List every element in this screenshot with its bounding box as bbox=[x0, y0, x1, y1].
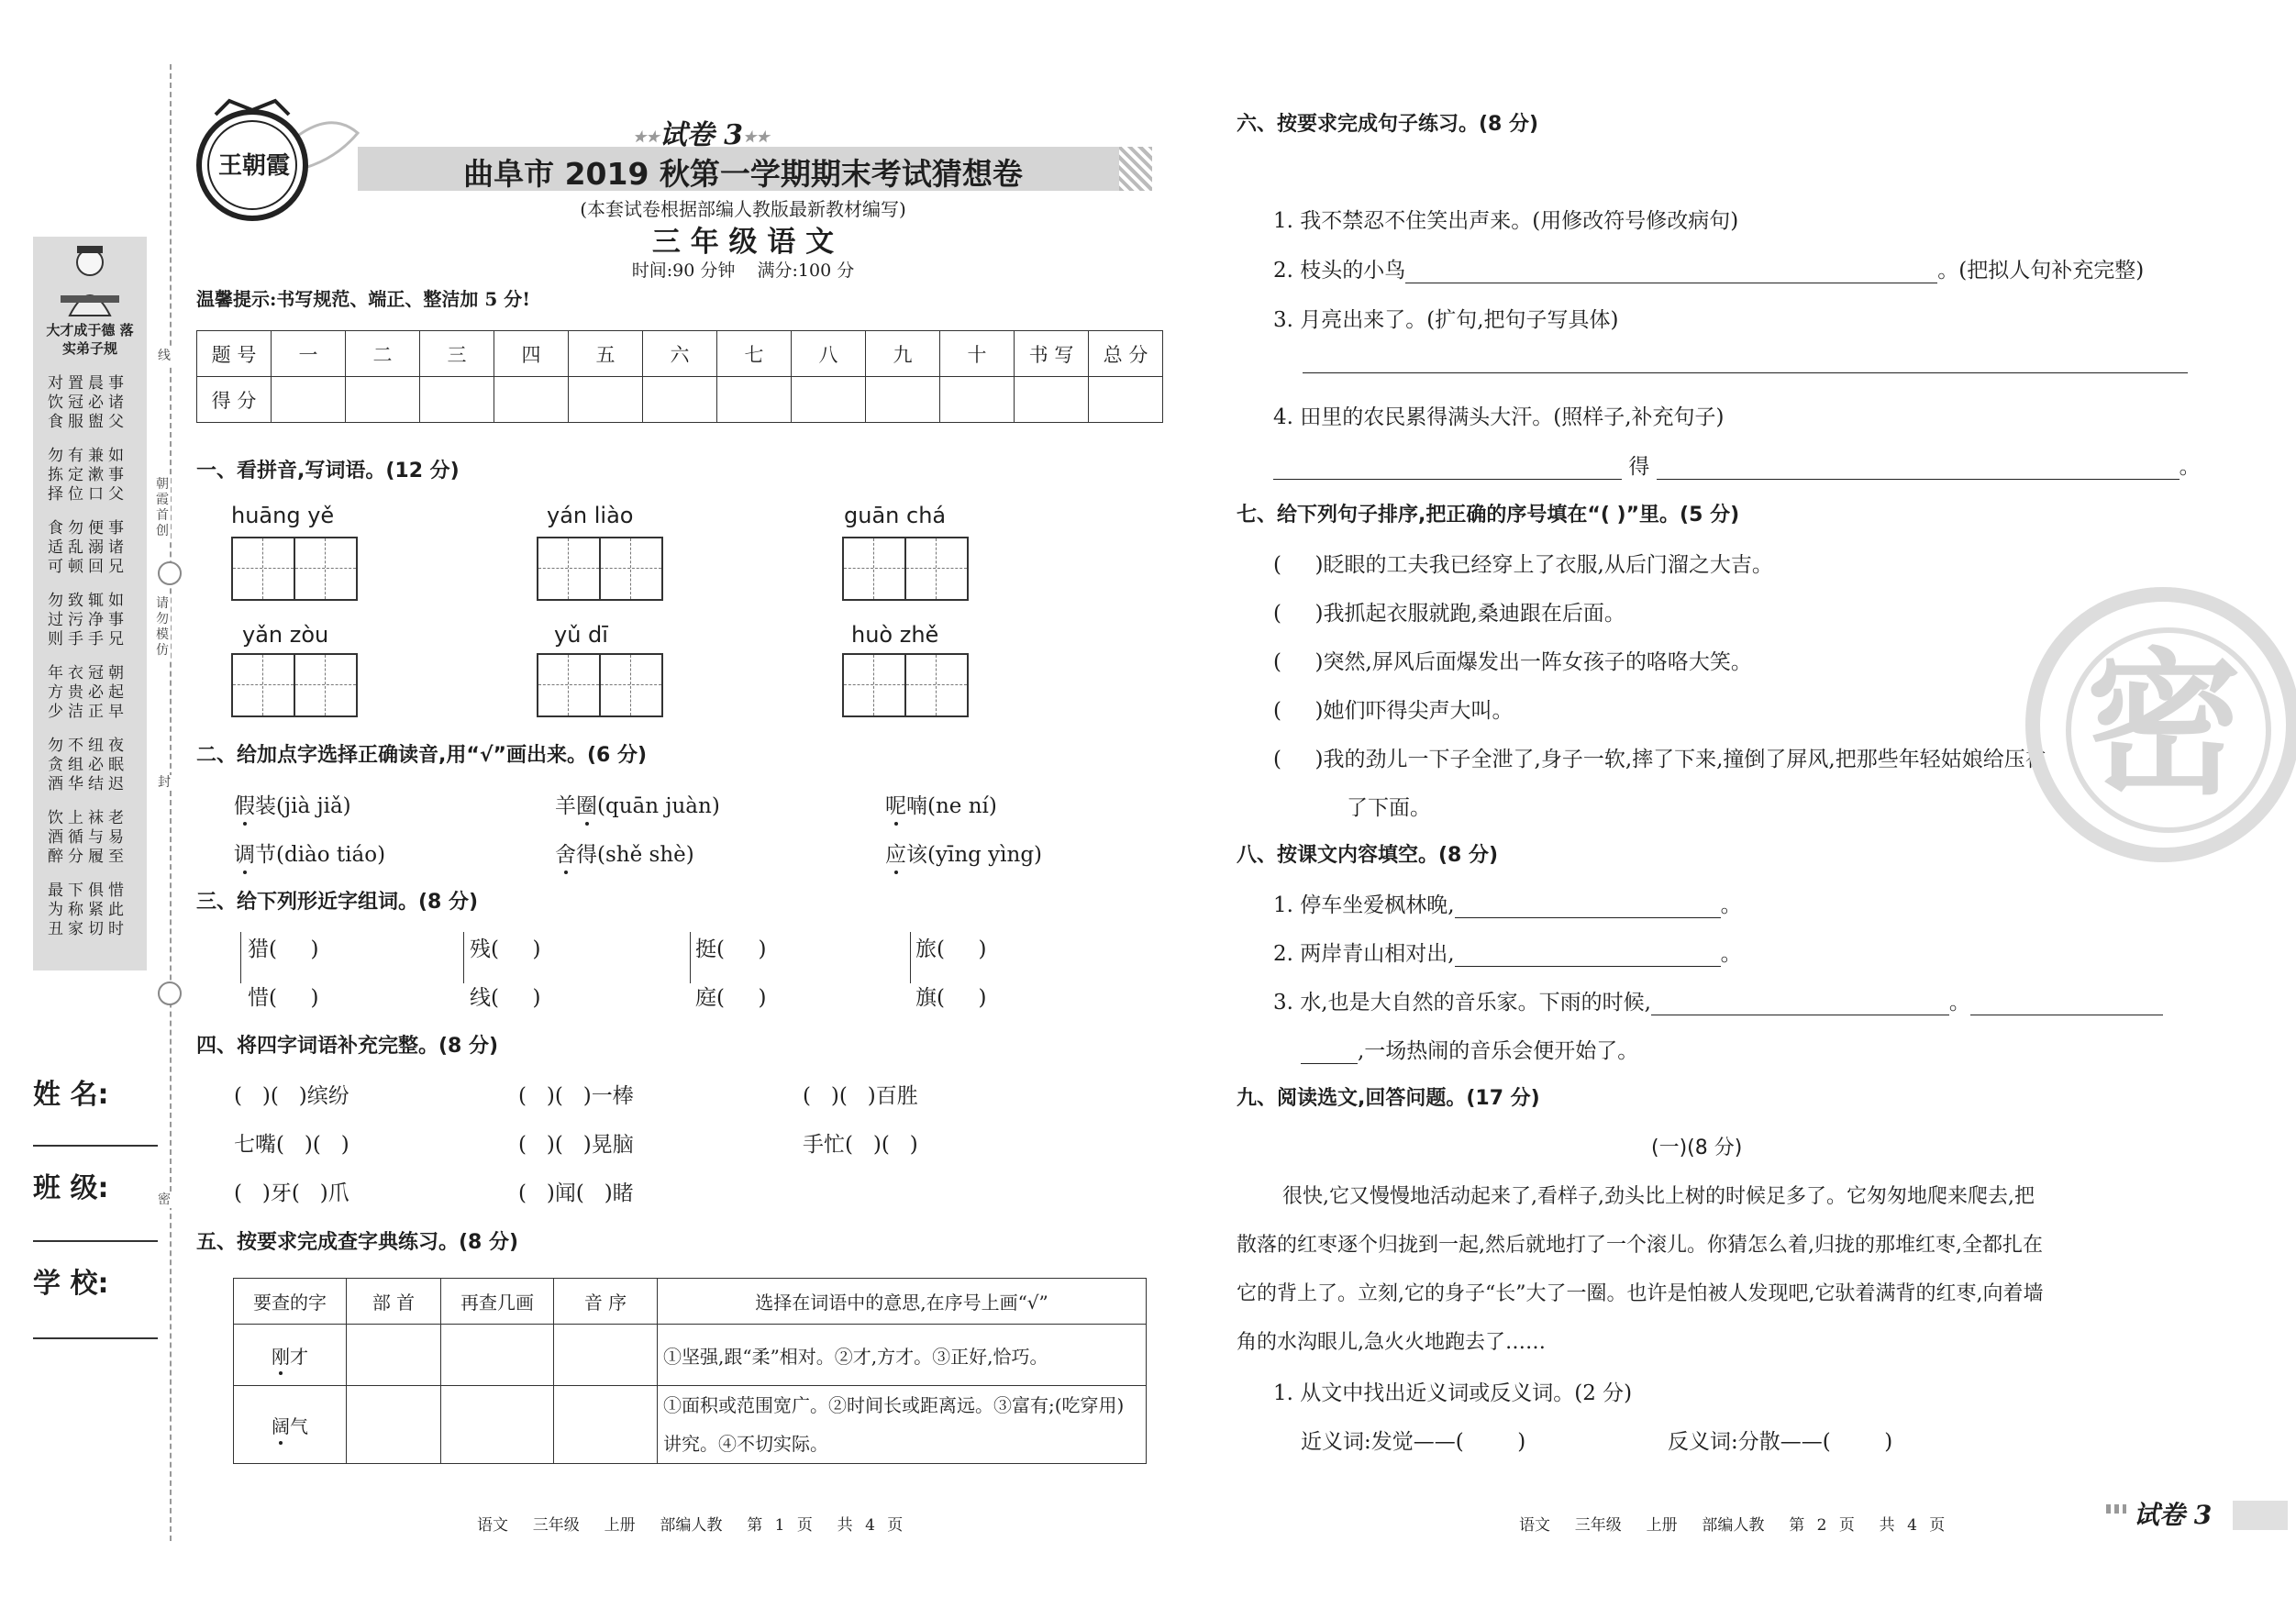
verse-line: 贪组必眠 bbox=[48, 756, 128, 774]
ordering-item[interactable]: ( )她们吓得尖声大叫。 bbox=[1273, 699, 1514, 723]
time-info: 时间:90 分钟 满分:100 分 bbox=[631, 261, 855, 281]
sentence-answer-row: 得 。 bbox=[1273, 449, 2201, 480]
secret-seal-icon bbox=[2025, 587, 2296, 862]
page-title: 曲阜市 2019 秋第一学期期末考试猜想卷 bbox=[463, 156, 1023, 192]
bracket-bar bbox=[910, 932, 911, 983]
verse-line: 可顿回兄 bbox=[48, 558, 128, 576]
dict-col-header: 再查几画 bbox=[441, 1279, 554, 1325]
star-icon: ★★ bbox=[633, 128, 660, 146]
fold-label-line: 线 bbox=[154, 349, 174, 364]
section5-heading: 五、按要求完成查字典练习。(8 分) bbox=[196, 1231, 519, 1254]
score-col-label: 题 号 bbox=[197, 331, 272, 377]
grid-cell[interactable] bbox=[538, 538, 599, 599]
section3-heading: 三、给下列形近字组词。(8 分) bbox=[196, 891, 479, 914]
passage-line: 角的水沟眼儿,急火火地跑去了…… bbox=[1237, 1331, 1546, 1354]
pinyin-label: huāng yě bbox=[231, 503, 335, 528]
score-cell[interactable] bbox=[1089, 377, 1163, 423]
dotted-char: 调 bbox=[234, 843, 255, 867]
ordering-item[interactable]: ( )突然,屏风后面爆发出一阵女孩子的咯咯大笑。 bbox=[1273, 650, 1752, 674]
grid-cell[interactable] bbox=[599, 538, 661, 599]
dotted-char: 舍 bbox=[555, 843, 576, 867]
score-cell[interactable] bbox=[569, 377, 643, 423]
pinyin-label: guān chá bbox=[844, 503, 947, 528]
dictionary-table bbox=[233, 1278, 1147, 1464]
writing-grid[interactable] bbox=[231, 653, 358, 717]
score-col: 一 bbox=[272, 331, 346, 377]
score-cell[interactable] bbox=[494, 377, 569, 423]
pronunciation-item[interactable]: 调节(diào tiáo) bbox=[234, 843, 386, 867]
writing-grid[interactable] bbox=[537, 537, 663, 601]
grid-cell[interactable] bbox=[904, 655, 967, 715]
verse-line: 适乱溺诸 bbox=[48, 538, 128, 557]
sentence-question: 1. 我不禁忍不住笑出声来。(用修改符号修改病句) bbox=[1273, 209, 1739, 233]
verse-line: 酒华结迟 bbox=[48, 775, 128, 793]
dict-answer-cell[interactable] bbox=[347, 1325, 441, 1386]
dict-meaning[interactable]: ①面积或范围宽广。②时间长或距离远。③富有;(吃穿用)讲究。④不切实际。 bbox=[658, 1386, 1147, 1464]
similar-char-item[interactable]: 残( ) bbox=[470, 937, 541, 961]
answer-line[interactable] bbox=[1303, 372, 2188, 373]
score-cell[interactable] bbox=[792, 377, 866, 423]
verse-line: 勿致辄如 bbox=[48, 592, 128, 610]
score-cell[interactable] bbox=[643, 377, 717, 423]
idiom-item[interactable]: 手忙( )( ) bbox=[803, 1133, 918, 1157]
verse-line: 食勿便事 bbox=[48, 519, 128, 538]
reading-sub-heading: (一)(8 分) bbox=[1651, 1137, 1743, 1159]
logo-text: 王朝霞 bbox=[218, 152, 291, 180]
similar-char-item[interactable]: 旅( ) bbox=[915, 937, 987, 961]
verse-line: 拣定漱事 bbox=[48, 466, 128, 484]
scholar-figure-icon bbox=[53, 242, 127, 317]
section6-heading: 六、按要求完成句子练习。(8 分) bbox=[1237, 113, 1539, 136]
answer-blank[interactable] bbox=[1301, 1043, 1358, 1064]
school-label: 学 校: bbox=[33, 1268, 109, 1300]
tip-text: 温馨提示:书写规范、端正、整洁加 5 分! bbox=[196, 288, 531, 310]
idiom-item[interactable]: ( )牙( )爪 bbox=[234, 1181, 349, 1205]
fold-label-secret: 密 bbox=[154, 1192, 174, 1208]
section9-heading: 九、阅读选文,回答问题。(17 分) bbox=[1237, 1087, 1540, 1110]
passage-line: 散落的红枣逐个归拢到一起,然后就地打了一个滚儿。你猜怎么着,归拢的那堆红枣,全都扎在 bbox=[1237, 1234, 2043, 1257]
bracket-bar bbox=[240, 932, 241, 983]
dict-row bbox=[234, 1325, 1147, 1386]
passage-line: 很快,它又慢慢地活动起来了,看样子,劲头比上树的时候足多了。它匆匆地爬来爬去,把 bbox=[1282, 1185, 2035, 1208]
score-col: 书 写 bbox=[1015, 331, 1089, 377]
verse-line: 方贵必起 bbox=[48, 683, 128, 702]
star-icon: ★★ bbox=[743, 128, 770, 146]
dict-col-header: 部 首 bbox=[347, 1279, 441, 1325]
verse-line: 少洁正早 bbox=[48, 703, 128, 721]
page-footer-right: 语文 三年级 上册 部编人教 第 2 页 共 4 页 bbox=[1519, 1516, 1946, 1535]
verse-line: 勿有兼如 bbox=[48, 447, 128, 465]
similar-char-item[interactable]: 旗( ) bbox=[915, 986, 987, 1010]
answer-blank[interactable] bbox=[1273, 459, 1622, 480]
name-field[interactable] bbox=[33, 1145, 158, 1147]
verse-line: 酒循与易 bbox=[48, 828, 128, 847]
verse-line: 对置晨事 bbox=[48, 374, 128, 393]
answer-blank[interactable] bbox=[1455, 897, 1721, 918]
pronunciation-item[interactable]: 羊圈(quān juàn) bbox=[555, 794, 720, 818]
dict-answer-cell[interactable] bbox=[554, 1386, 658, 1464]
section1-heading: 一、看拼音,写词语。(12 分) bbox=[196, 460, 460, 482]
dict-meaning[interactable]: ①坚强,跟“柔”相对。②才,方才。③正好,恰巧。 bbox=[658, 1325, 1147, 1386]
grid-cell[interactable] bbox=[904, 538, 967, 599]
grid-cell[interactable] bbox=[233, 538, 294, 599]
similar-char-item[interactable]: 庭( ) bbox=[695, 986, 767, 1010]
idiom-item[interactable]: 七嘴( )( ) bbox=[234, 1133, 349, 1157]
verse-line: 为称紧此 bbox=[48, 901, 128, 919]
pronunciation-item[interactable]: 呢喃(ne ní) bbox=[885, 794, 997, 818]
fold-label-seal: 封 bbox=[154, 775, 174, 791]
pinyin-label: yán liào bbox=[547, 503, 634, 528]
pinyin-label: yǔ dī bbox=[554, 622, 608, 648]
name-label: 姓 名: bbox=[33, 1079, 109, 1111]
score-row bbox=[197, 377, 1163, 423]
score-col: 九 bbox=[866, 331, 940, 377]
passage-line: 它的背上了。立刻,它的身子“长”大了一圈。也许是怕被人发现吧,它驮着满背的红枣,向着墙 bbox=[1237, 1282, 2044, 1305]
fill-question-tail: ,一场热闹的音乐会便开始了。 bbox=[1301, 1034, 1638, 1064]
pinyin-label: yǎn zòu bbox=[242, 622, 329, 648]
idiom-item[interactable]: ( )( )一棒 bbox=[518, 1084, 634, 1108]
sentence-question: 2. 枝头的小鸟 。(把拟人句补充完整) bbox=[1273, 259, 2145, 283]
section7-heading: 七、给下列句子排序,把正确的序号填在“( )”里。(5 分) bbox=[1237, 504, 1740, 527]
score-col: 五 bbox=[569, 331, 643, 377]
page-footer-left: 语文 三年级 上册 部编人教 第 1 页 共 4 页 bbox=[477, 1516, 904, 1535]
score-header-row bbox=[197, 331, 1163, 377]
score-col: 三 bbox=[420, 331, 494, 377]
verse-line: 饮冠必诸 bbox=[48, 394, 128, 412]
dict-col-header: 要查的字 bbox=[234, 1279, 347, 1325]
score-col: 七 bbox=[717, 331, 792, 377]
dict-answer-cell[interactable] bbox=[441, 1325, 554, 1386]
dict-answer-cell[interactable] bbox=[554, 1325, 658, 1386]
idiom-item[interactable]: ( )( )百胜 bbox=[803, 1084, 918, 1108]
ordering-item[interactable]: ( )眨眼的工夫我已经穿上了衣服,从后门溜之大吉。 bbox=[1273, 553, 1773, 577]
score-cell[interactable] bbox=[272, 377, 346, 423]
score-col: 二 bbox=[346, 331, 420, 377]
paper-badge: 试卷 3 bbox=[2134, 1500, 2213, 1530]
verse-line: 勿不纽夜 bbox=[48, 737, 128, 755]
fill-question: 1. 停车坐爱枫林晚, 。 bbox=[1273, 893, 1742, 917]
reading-question: 1. 从文中找出近义词或反义词。(2 分) bbox=[1273, 1381, 1633, 1405]
score-col: 八 bbox=[792, 331, 866, 377]
badge-tab bbox=[2233, 1501, 2288, 1530]
grid-cell[interactable] bbox=[538, 655, 599, 715]
grid-cell[interactable] bbox=[233, 655, 294, 715]
score-cell[interactable] bbox=[940, 377, 1015, 423]
similar-char-item[interactable]: 惜( ) bbox=[248, 986, 319, 1010]
score-col: 四 bbox=[494, 331, 569, 377]
score-col: 总 分 bbox=[1089, 331, 1163, 377]
verse-line: 则手手兄 bbox=[48, 630, 128, 649]
idiom-item[interactable]: ( )闻( )睹 bbox=[518, 1181, 634, 1205]
bracket-bar bbox=[690, 932, 691, 983]
similar-char-item[interactable]: 猎( ) bbox=[248, 937, 319, 961]
paper-tag-label: 试卷 3 bbox=[659, 119, 744, 151]
grid-cell[interactable] bbox=[294, 655, 356, 715]
section2-heading: 二、给加点字选择正确读音,用“√”画出来。(6 分) bbox=[196, 744, 648, 767]
similar-char-item[interactable]: 线( ) bbox=[470, 986, 541, 1010]
dict-answer-cell[interactable] bbox=[347, 1386, 441, 1464]
ordering-continuation: 了下面。 bbox=[1347, 796, 1431, 820]
section8-heading: 八、按课文内容填空。(8 分) bbox=[1237, 844, 1499, 867]
seal-character: 密 bbox=[2085, 635, 2242, 816]
subtitle: (本套试卷根据部编人教版最新教材编写) bbox=[580, 198, 906, 220]
writing-grid[interactable] bbox=[537, 653, 663, 717]
score-row-label: 得 分 bbox=[197, 377, 272, 423]
sidebar-verse-columns bbox=[48, 374, 136, 948]
verse-line: 食服盥父 bbox=[48, 413, 128, 431]
dict-row bbox=[234, 1386, 1147, 1464]
answer-blank[interactable] bbox=[1970, 994, 2163, 1015]
dict-col-header: 选择在词语中的意思,在序号上画“√” bbox=[658, 1279, 1147, 1325]
score-cell[interactable] bbox=[866, 377, 940, 423]
score-col: 六 bbox=[643, 331, 717, 377]
class-field[interactable] bbox=[33, 1240, 158, 1242]
writing-grid[interactable] bbox=[231, 537, 358, 601]
dotted-char: 呢 bbox=[885, 794, 906, 818]
fold-line bbox=[170, 64, 172, 1541]
score-cell[interactable] bbox=[346, 377, 420, 423]
sidebar-motto-panel bbox=[33, 237, 147, 970]
ordering-item[interactable]: ( )我抓起衣服就跑,桑迪跟在后面。 bbox=[1273, 602, 1625, 626]
dotted-char: 假 bbox=[234, 794, 255, 818]
pinyin-label: huò zhě bbox=[851, 622, 939, 648]
binding-hole-icon bbox=[158, 981, 182, 1005]
section4-heading: 四、将四字词语补充完整。(8 分) bbox=[196, 1035, 499, 1058]
writing-grid[interactable] bbox=[842, 537, 969, 601]
school-field[interactable] bbox=[33, 1337, 158, 1339]
answer-blank[interactable] bbox=[1651, 994, 1949, 1015]
idiom-item[interactable]: ( )( )缤纷 bbox=[234, 1084, 349, 1108]
verse-line: 丑家切时 bbox=[48, 920, 128, 938]
dict-word: 阔气 bbox=[234, 1386, 347, 1464]
writing-grid[interactable] bbox=[842, 653, 969, 717]
dict-answer-cell[interactable] bbox=[441, 1386, 554, 1464]
pronunciation-item[interactable]: 假装(jià jiǎ) bbox=[234, 794, 351, 818]
ordering-item[interactable]: ( )我的劲儿一下子全泄了,身子一软,摔了下来,撞倒了屏风,把那些年轻姑娘给压在 bbox=[1273, 748, 2046, 771]
grid-cell[interactable] bbox=[294, 538, 356, 599]
grid-cell[interactable] bbox=[844, 655, 904, 715]
score-col: 十 bbox=[940, 331, 1015, 377]
fold-label-warning: 请勿模仿 bbox=[156, 596, 169, 658]
subject-title: 三 年 级 语 文 bbox=[651, 226, 835, 259]
answer-blank[interactable] bbox=[1657, 459, 2180, 480]
class-label: 班 级: bbox=[33, 1172, 109, 1204]
sentence-question: 3. 月亮出来了。(扩句,把句子写具体) bbox=[1273, 308, 1619, 332]
pronunciation-item[interactable]: 应该(yīng yìng) bbox=[885, 843, 1043, 867]
sentence-question: 4. 田里的农民累得满头大汗。(照样子,补充句子) bbox=[1273, 405, 1725, 429]
verse-line: 醉分履至 bbox=[48, 848, 128, 866]
score-cell[interactable] bbox=[1015, 377, 1089, 423]
fold-label-brand: 朝霞首创 bbox=[156, 477, 169, 538]
binding-hole-icon bbox=[158, 561, 182, 585]
dotted-char: 应 bbox=[885, 843, 906, 867]
verse-line: 最下俱惜 bbox=[48, 882, 128, 900]
grid-cell[interactable] bbox=[844, 538, 904, 599]
dotted-char: 圈 bbox=[576, 794, 597, 818]
dict-word: 刚才 bbox=[234, 1325, 347, 1386]
paper-tag bbox=[633, 112, 770, 152]
verse-line: 年衣冠朝 bbox=[48, 664, 128, 682]
fill-question: 3. 水,也是大自然的音乐家。下雨的时候, 。 bbox=[1273, 985, 2163, 1015]
similar-char-item[interactable]: 挺( ) bbox=[695, 937, 767, 961]
verse-line: 饮上袜老 bbox=[48, 809, 128, 827]
score-cell[interactable] bbox=[717, 377, 792, 423]
sidebar-motto: 大才成于德 落实弟子规 bbox=[46, 322, 134, 357]
verse-line: 过污净事 bbox=[48, 611, 128, 629]
idiom-item[interactable]: ( )( )晃脑 bbox=[518, 1133, 634, 1157]
fill-question: 2. 两岸青山相对出, 。 bbox=[1273, 942, 1742, 966]
score-table bbox=[196, 330, 1163, 423]
bracket-bar bbox=[463, 932, 464, 983]
answer-blank[interactable] bbox=[1455, 946, 1721, 967]
antonym-item[interactable]: 反义词:分散——( ) bbox=[1668, 1430, 1893, 1454]
grid-cell[interactable] bbox=[599, 655, 661, 715]
pronunciation-item[interactable]: 舍得(shě shè) bbox=[555, 843, 694, 867]
score-cell[interactable] bbox=[420, 377, 494, 423]
dict-header-row bbox=[234, 1279, 1147, 1325]
verse-line: 择位口父 bbox=[48, 485, 128, 504]
badge-pattern bbox=[2106, 1504, 2126, 1514]
answer-blank[interactable] bbox=[1405, 262, 1937, 283]
dict-col-header: 音 序 bbox=[554, 1279, 658, 1325]
synonym-item[interactable]: 近义词:发觉——( ) bbox=[1301, 1430, 1526, 1454]
